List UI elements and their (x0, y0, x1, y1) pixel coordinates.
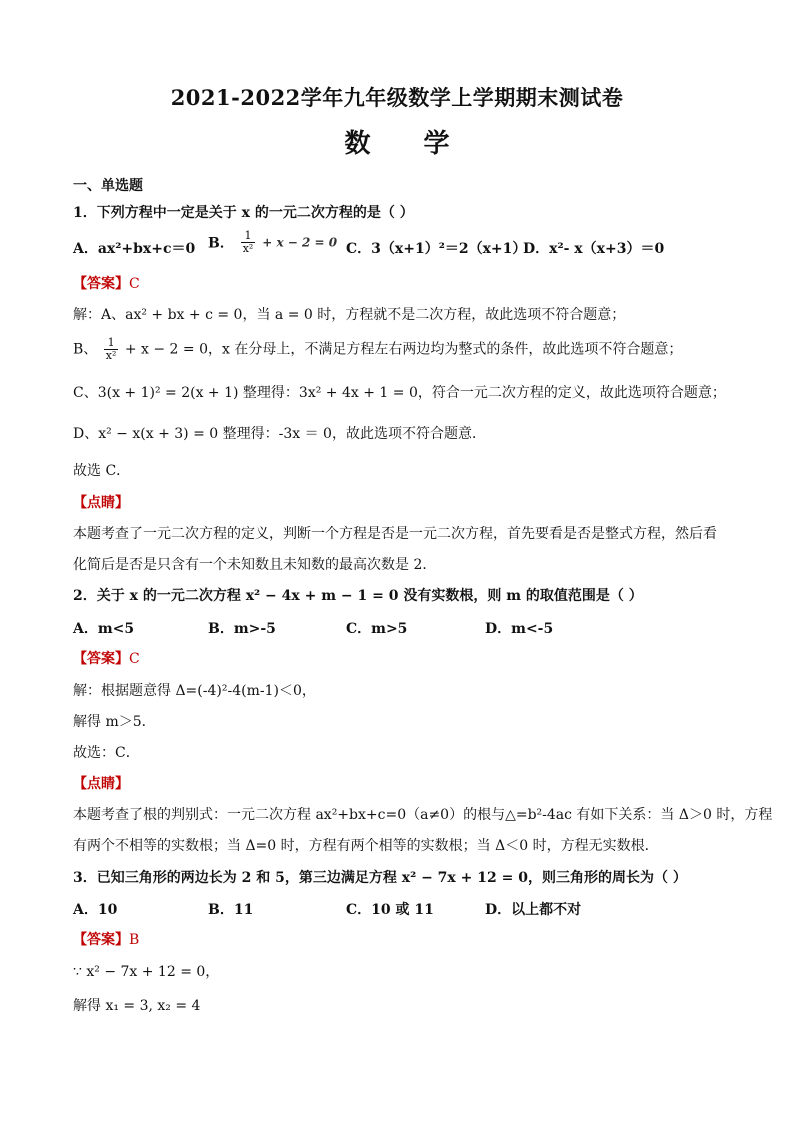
q1-option-b-fraction (241, 230, 256, 255)
q2-option-c: C．m>5 (346, 621, 408, 637)
answer-value: B (129, 932, 140, 948)
q2-note-label: 【点睛】 (73, 776, 129, 792)
solution-b-rest: + x − 2 = 0，x 在分母上，不满足方程左右两边均为整式的条件，故此选项不符合题意； (124, 341, 683, 358)
fraction-denominator: x² (105, 349, 117, 362)
q3-option-c: C．10 或 11 (346, 902, 434, 918)
q3-option-a: A．10 (73, 902, 118, 918)
q1-option-b-prefix: B． (208, 235, 234, 252)
page-title: 2021-2022学年九年级数学上学期期末测试卷 (170, 85, 624, 110)
answer-value: C (129, 651, 140, 667)
answer-value: C (129, 276, 140, 292)
q2-stem: 2．关于 x 的一元二次方程 x² − 4x + m − 1 = 0 没有实数根，则 m 的取值范围是（ ） (73, 588, 643, 604)
q1-conclusion: 故选 C． (73, 463, 131, 479)
q3-stem: 3．已知三角形的两边长为 2 和 5，第三边满足方程 x² − 7x + 12 = 0，则三角形的周长为（ ） (73, 870, 687, 886)
q1-solution-d: D、x² − x(x + 3) = 0 整理得：-3x ＝ 0，故此选项不符合题意． (73, 426, 486, 442)
fraction-denominator: x² (242, 242, 254, 255)
fraction-numerator: 1 (104, 337, 119, 350)
q3-option-d: D．以上都不对 (485, 902, 582, 918)
solution-b-fraction (104, 337, 119, 362)
q1-note-label: 【点睛】 (73, 495, 129, 511)
q1-option-b-rest: + x − 2 = 0 (262, 235, 338, 250)
q1-option-c: C．3（x+1）²＝2（x+1） (346, 241, 527, 257)
q1-stem: 1．下列方程中一定是关于 x 的一元二次方程的是（ ） (73, 205, 414, 221)
q3-solution-2: 解得 x₁ = 3, x₂ = 4 (73, 998, 201, 1014)
q2-note-line-1: 本题考查了根的判别式：一元二次方程 ax²+bx+c=0（a≠0）的根与△=b²-4ac 有如下关系：当 Δ＞0 时，方程 (73, 807, 773, 823)
q1-solution-c: C、3(x + 1)² = 2(x + 1) 整理得：3x² + 4x + 1 = 0，符合一元二次方程的定义，故此选项符合题意； (73, 385, 726, 401)
q1-answer (73, 274, 140, 294)
section-heading: 一、单选题 (73, 178, 143, 194)
q2-solution-1: 解：根据题意得 Δ=(-4)²-4(m-1)＜0， (73, 683, 316, 699)
q2-option-a: A．m<5 (73, 621, 135, 637)
q1-option-b (208, 230, 337, 255)
q3-solution-1: ∵ x² − 7x + 12 = 0， (73, 964, 220, 980)
answer-label: 【答案】 (73, 276, 129, 292)
q3-option-b: B．11 (208, 902, 254, 918)
q1-solution-b (73, 337, 682, 362)
q2-option-b: B．m>-5 (208, 621, 276, 637)
q2-conclusion: 故选：C． (73, 745, 140, 761)
fraction-numerator: 1 (241, 230, 256, 243)
q2-note-line-2: 有两个不相等的实数根；当 Δ=0 时，方程有两个相等的实数根；当 Δ＜0 时，方程无实数根． (73, 838, 659, 854)
solution-b-prefix: B、 (73, 341, 98, 358)
answer-label: 【答案】 (73, 932, 129, 948)
answer-label: 【答案】 (73, 651, 129, 667)
q1-option-d: D．x²- x（x+3）＝0 (523, 241, 665, 257)
q1-solution-a: 解：A、ax² + bx + c = 0，当 a = 0 时，方程就不是二次方程，故此选项不符合题意； (73, 307, 626, 323)
q2-answer (73, 649, 140, 669)
q1-note-line-1: 本题考查了一元二次方程的定义，判断一个方程是否是一元二次方程，首先要看是否是整式方程，然后看 (73, 526, 717, 542)
subject-heading: 数 学 (344, 129, 472, 159)
q2-option-d: D．m<-5 (485, 621, 554, 637)
q3-answer (73, 930, 139, 950)
q1-option-a: A．ax²+bx+c＝0 (73, 241, 196, 257)
q2-solution-2: 解得 m＞5． (73, 714, 156, 730)
q1-note-line-2: 化简后是否是只含有一个未知数且未知数的最高次数是 2． (73, 557, 437, 573)
